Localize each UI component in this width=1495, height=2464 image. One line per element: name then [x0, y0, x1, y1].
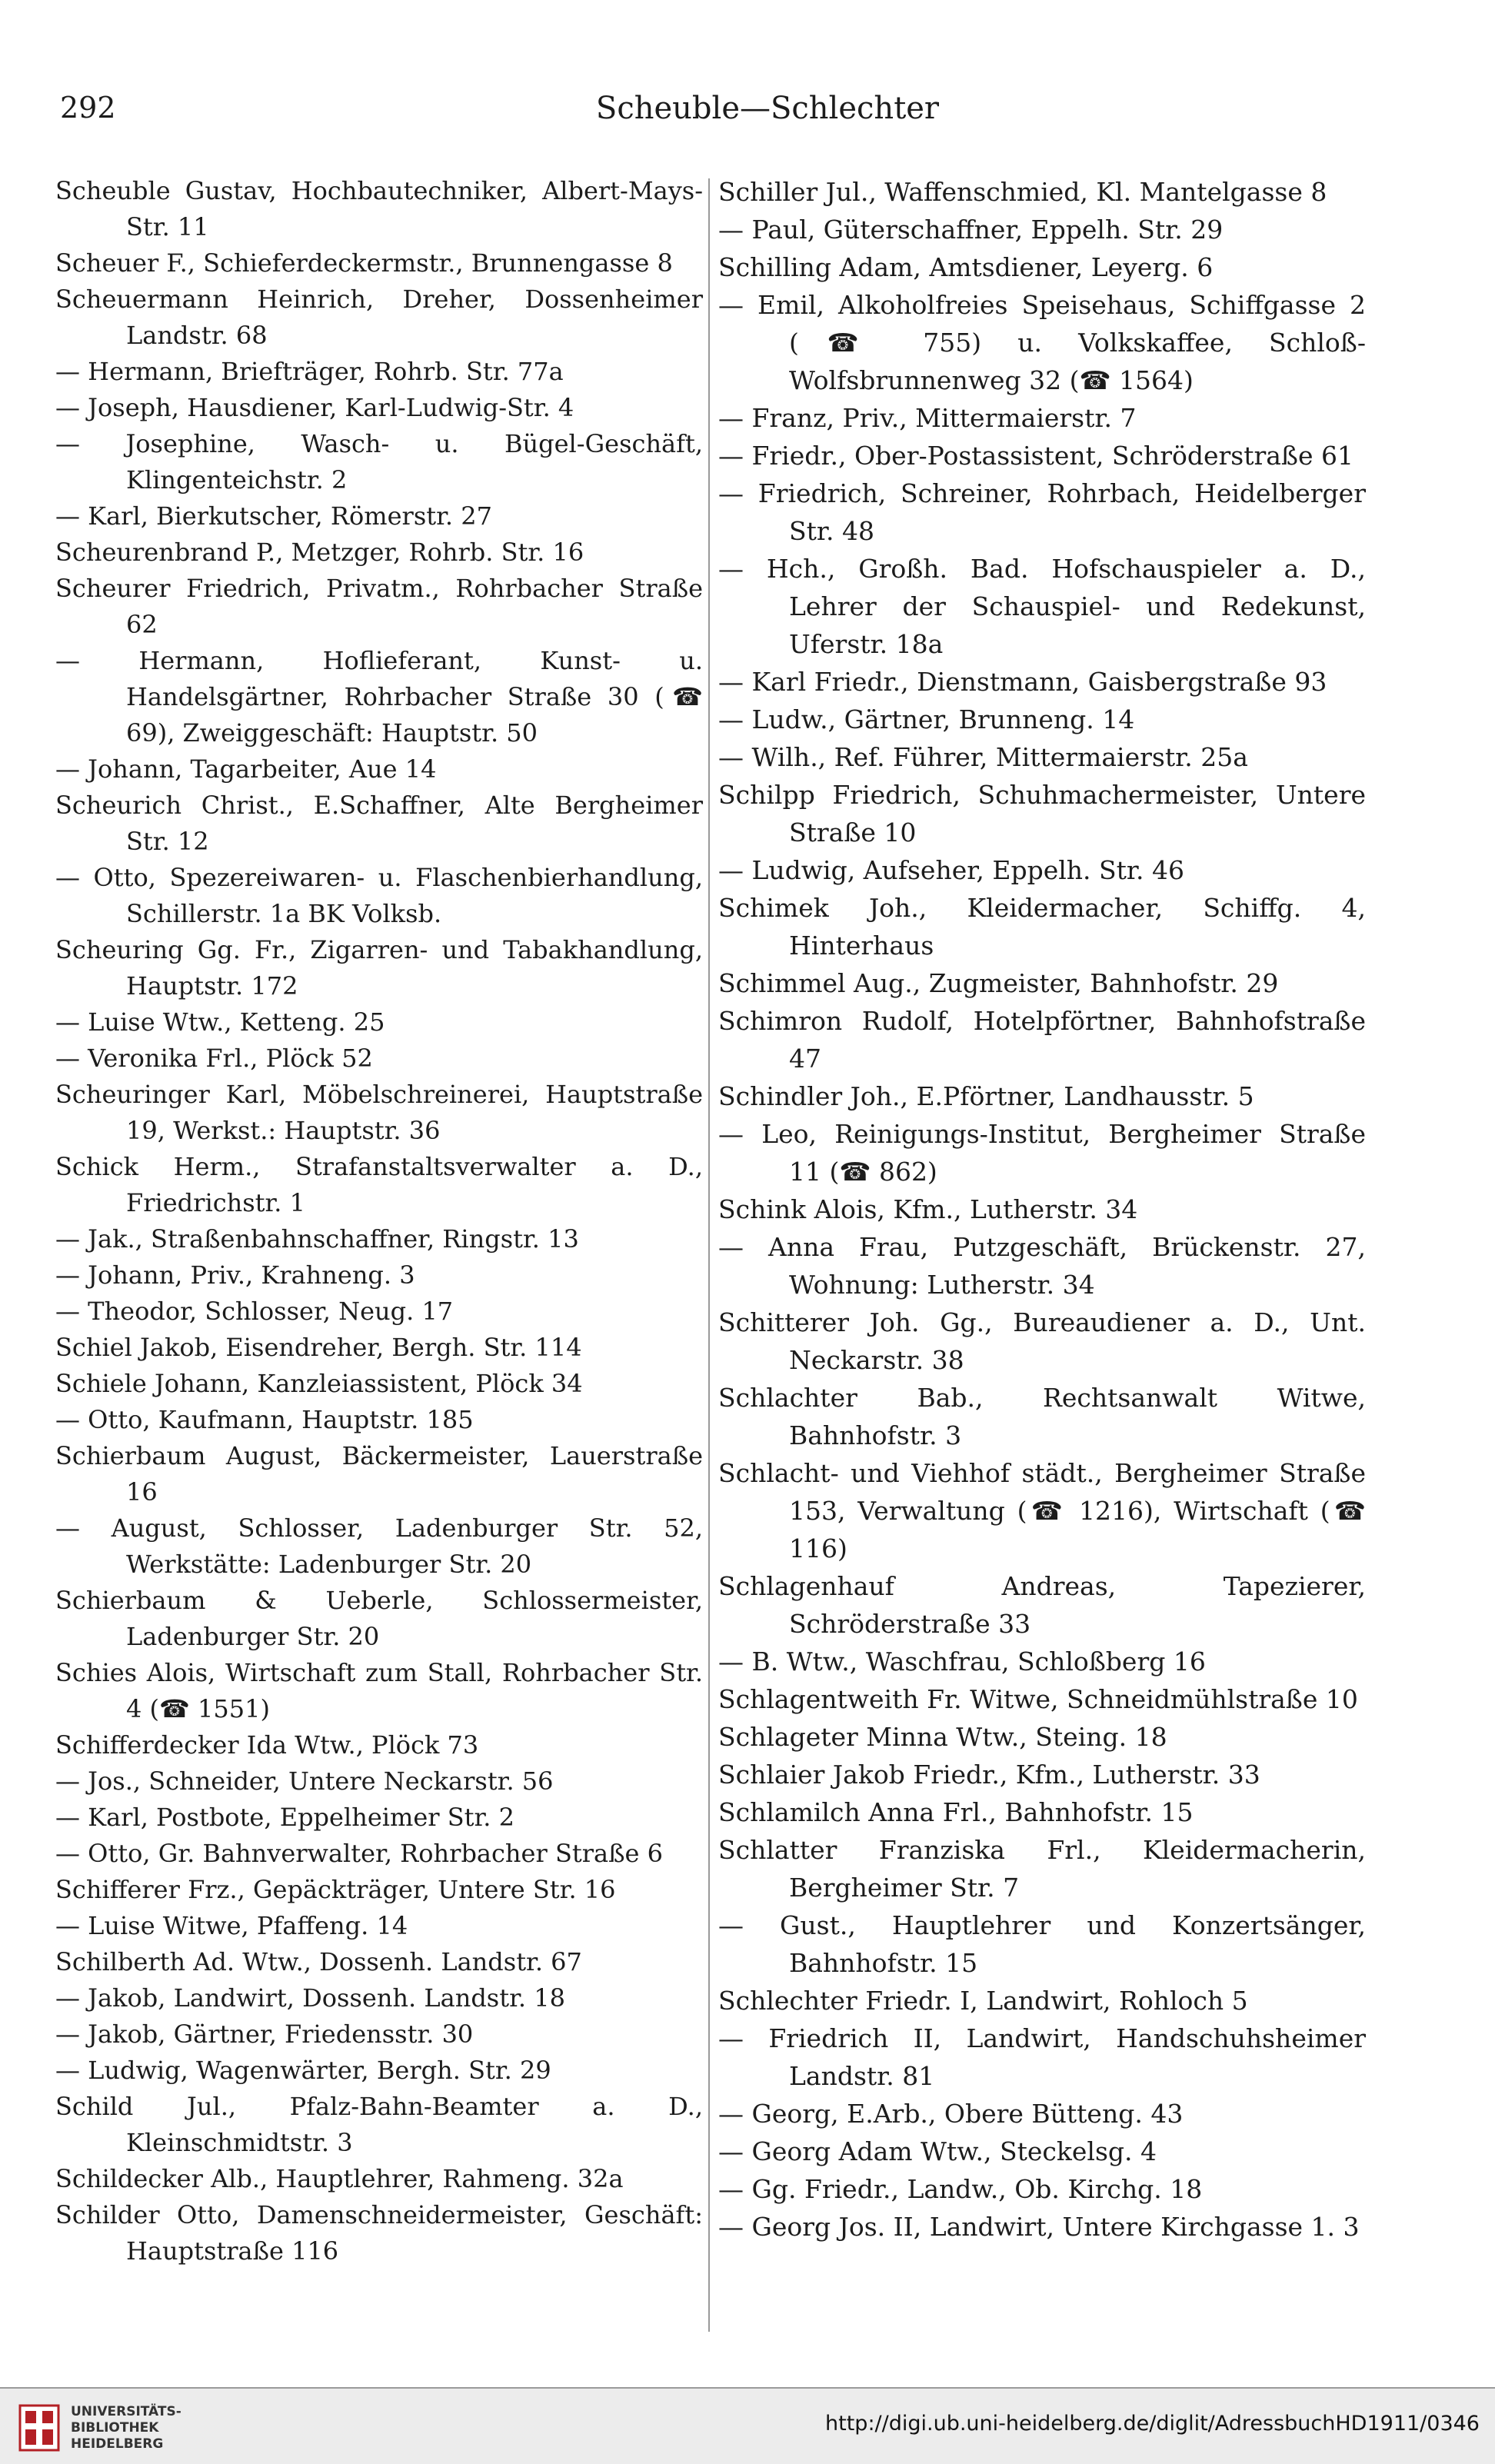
directory-entry: Schilpp Friedrich, Schuhmachermeister, Untere Straße 10 [718, 780, 1366, 847]
logo-line: UNIVERSITÄTS- [71, 2404, 181, 2419]
directory-entry: — Friedr., Ober-Postassistent, Schröderstraße 61 [718, 441, 1353, 471]
directory-entry: Schlachter Bab., Rechtsanwalt Witwe, Bahnhofstr. 3 [718, 1383, 1366, 1450]
left-column [55, 173, 703, 2349]
directory-entry: — Jak., Straßenbahnschaffner, Ringstr. 13 [55, 1224, 579, 1254]
directory-entry: — Gg. Friedr., Landw., Ob. Kirchg. 18 [718, 2174, 1203, 2204]
directory-entry: Schierbaum August, Bäckermeister, Lauerstraße 16 [55, 1441, 703, 1507]
directory-entry: Schies Alois, Wirtschaft zum Stall, Rohrbacher Str. 4 (☎ 1551) [55, 1658, 703, 1723]
directory-entry: Schimmel Aug., Zugmeister, Bahnhofstr. 29 [718, 968, 1279, 998]
directory-entry: — Luise Witwe, Pfaffeng. 14 [55, 1911, 408, 1940]
directory-entry: — Otto, Gr. Bahnverwalter, Rohrbacher Straße 6 [55, 1839, 663, 1868]
page-number: 292 [60, 91, 116, 125]
directory-entry: Schlageter Minna Wtw., Steing. 18 [718, 1722, 1167, 1752]
directory-entry: — Paul, Güterschaffner, Eppelh. Str. 29 [718, 215, 1224, 245]
footer-bar [0, 2389, 1495, 2464]
directory-entry: Schierbaum & Ueberle, Schlossermeister, Ladenburger Str. 20 [55, 1586, 703, 1651]
directory-entry: Schlatter Franziska Frl., Kleidermacherin, Bergheimer Str. 7 [718, 1835, 1366, 1903]
directory-entry: — Anna Frau, Putzgeschäft, Brückenstr. 27, Wohnung: Lutherstr. 34 [718, 1232, 1366, 1300]
directory-entry: Scheurich Christ., E.Schaffner, Alte Bergheimer Str. 12 [55, 791, 703, 856]
directory-entry: Scheurenbrand P., Metzger, Rohrb. Str. 16 [55, 538, 584, 567]
directory-entry: Schlagenhauf Andreas, Tapezierer, Schröderstraße 33 [718, 1571, 1366, 1639]
directory-entry: Schlacht- und Viehhof städt., Bergheimer Straße 153, Verwaltung (☎ 1216), Wirtschaft (☎ 116) [718, 1458, 1366, 1563]
directory-entry: Schiller Jul., Waffenschmied, Kl. Mantelgasse 8 [718, 177, 1327, 207]
directory-entry: Schilder Otto, Damenschneidermeister, Geschäft: Hauptstraße 116 [55, 2200, 703, 2266]
directory-entry: — Ludwig, Wagenwärter, Bergh. Str. 29 [55, 2056, 551, 2085]
directory-entry: — Friedrich II, Landwirt, Handschuhsheimer Landstr. 81 [718, 2023, 1366, 2091]
directory-entry: — Jakob, Gärtner, Friedensstr. 30 [55, 2019, 474, 2049]
column-divider [708, 178, 710, 2332]
directory-entry: — Georg Adam Wtw., Steckelsg. 4 [718, 2136, 1157, 2166]
source-url-link[interactable]: http://digi.ub.uni-heidelberg.de/diglit/AdressbuchHD1911/0346 [825, 2412, 1480, 2436]
directory-entry: — Jakob, Landwirt, Dossenh. Landstr. 18 [55, 1983, 565, 2013]
library-logo-icon [18, 2404, 60, 2452]
library-logo-text [71, 2404, 181, 2452]
directory-entry: — Franz, Priv., Mittermaierstr. 7 [718, 403, 1137, 433]
directory-entry: — Hermann, Briefträger, Rohrb. Str. 77a [55, 357, 564, 386]
directory-entry: — Emil, Alkoholfreies Speisehaus, Schiffgasse 2 (☎ 755) u. Volkskaffee, Schloß-Wolfsbrunnenweg 32 (☎ 1564) [718, 290, 1366, 395]
directory-entry: Scheuer F., Schieferdeckermstr., Brunnengasse 8 [55, 248, 673, 278]
directory-entry: — Veronika Frl., Plöck 52 [55, 1044, 373, 1073]
directory-entry: Schilling Adam, Amtsdiener, Leyerg. 6 [718, 252, 1214, 282]
directory-entry: — Hch., Großh. Bad. Hofschauspieler a. D., Lehrer der Schauspiel- und Redekunst, Uferstr. 18a [718, 554, 1366, 659]
directory-entry: Schlechter Friedr. I, Landwirt, Rohloch 5 [718, 1986, 1248, 2016]
logo-line: BIBLIOTHEK [71, 2420, 159, 2436]
directory-entry: Scheuble Gustav, Hochbautechniker, Albert-Mays-Str. 11 [55, 176, 703, 241]
directory-entry: Schlaier Jakob Friedr., Kfm., Lutherstr. 33 [718, 1760, 1260, 1790]
directory-entry: — Joseph, Hausdiener, Karl-Ludwig-Str. 4 [55, 393, 574, 422]
directory-entry: — Gust., Hauptlehrer und Konzertsänger, Bahnhofstr. 15 [718, 1910, 1366, 1978]
directory-entry: — Georg Jos. II, Landwirt, Untere Kirchgasse 1. 3 [718, 2212, 1360, 2242]
directory-entry: Schifferer Frz., Gepäckträger, Untere Str. 16 [55, 1875, 616, 1904]
directory-entry: Schlamilch Anna Frl., Bahnhofstr. 15 [718, 1797, 1194, 1827]
directory-entry: — Otto, Kaufmann, Hauptstr. 185 [55, 1405, 474, 1434]
directory-entry: Scheurer Friedrich, Privatm., Rohrbacher Straße 62 [55, 574, 703, 639]
right-column [718, 173, 1366, 2349]
directory-entry: Schlagentweith Fr. Witwe, Schneidmühlstraße 10 [718, 1684, 1358, 1714]
directory-entry: — Karl Friedr., Dienstmann, Gaisbergstraße 93 [718, 667, 1327, 697]
directory-entry: Schildecker Alb., Hauptlehrer, Rahmeng. 32a [55, 2164, 624, 2193]
directory-entry: — Jos., Schneider, Untere Neckarstr. 56 [55, 1766, 554, 1796]
directory-entry: Schiel Jakob, Eisendreher, Bergh. Str. 114 [55, 1333, 582, 1362]
directory-entry: — August, Schlosser, Ladenburger Str. 52, Werkstätte: Ladenburger Str. 20 [55, 1513, 703, 1579]
directory-entry: — Josephine, Wasch- u. Bügel-Geschäft, Klingenteichstr. 2 [55, 429, 703, 494]
directory-entry: — Ludw., Gärtner, Brunneng. 14 [718, 704, 1135, 734]
page-header [60, 91, 1475, 145]
logo-line: HEIDELBERG [71, 2436, 164, 2452]
directory-entry: — Leo, Reinigungs-Institut, Bergheimer Straße 11 (☎ 862) [718, 1119, 1366, 1187]
directory-entry: — Karl, Postbote, Eppelheimer Str. 2 [55, 1803, 514, 1832]
directory-entry: Schick Herm., Strafanstaltsverwalter a. D., Friedrichstr. 1 [55, 1152, 703, 1217]
directory-entry: Schindler Joh., E.Pförtner, Landhausstr. 5 [718, 1081, 1254, 1111]
directory-entry: — Luise Wtw., Ketteng. 25 [55, 1007, 385, 1037]
directory-entry: Scheuring Gg. Fr., Zigarren- und Tabakhandlung, Hauptstr. 172 [55, 935, 703, 1001]
running-head: Scheuble—Schlechter [595, 91, 940, 126]
directory-entry: Schimek Joh., Kleidermacher, Schiffg. 4, Hinterhaus [718, 893, 1366, 961]
directory-entry: — Wilh., Ref. Führer, Mittermaierstr. 25a [718, 742, 1248, 772]
directory-entry: — Theodor, Schlosser, Neug. 17 [55, 1297, 454, 1326]
directory-entry: — Johann, Priv., Krahneng. 3 [55, 1260, 415, 1290]
directory-entry: Schifferdecker Ida Wtw., Plöck 73 [55, 1730, 479, 1760]
directory-entry: Schiele Johann, Kanzleiassistent, Plöck 34 [55, 1369, 583, 1398]
directory-entry: — B. Wtw., Waschfrau, Schloßberg 16 [718, 1647, 1206, 1677]
directory-entry: Schitterer Joh. Gg., Bureaudiener a. D., Unt. Neckarstr. 38 [718, 1307, 1366, 1375]
directory-entry: — Friedrich, Schreiner, Rohrbach, Heidelberger Str. 48 [718, 478, 1366, 546]
directory-entry: Schilberth Ad. Wtw., Dossenh. Landstr. 67 [55, 1947, 582, 1976]
directory-entry: Scheuermann Heinrich, Dreher, Dossenheimer Landstr. 68 [55, 285, 703, 350]
directory-entry: Schimron Rudolf, Hotelpförtner, Bahnhofstraße 47 [718, 1006, 1366, 1074]
directory-entry: — Ludwig, Aufseher, Eppelh. Str. 46 [718, 855, 1185, 885]
directory-entry: Schild Jul., Pfalz-Bahn-Beamter a. D., Kleinschmidtstr. 3 [55, 2092, 703, 2157]
directory-entry: — Otto, Spezereiwaren- u. Flaschenbierhandlung, Schillerstr. 1a BK Volksb. [55, 863, 703, 928]
directory-entry: — Karl, Bierkutscher, Römerstr. 27 [55, 501, 492, 531]
directory-entry: — Georg, E.Arb., Obere Bütteng. 43 [718, 2099, 1184, 2129]
directory-entry: Scheuringer Karl, Möbelschreinerei, Hauptstraße 19, Werkst.: Hauptstr. 36 [55, 1080, 703, 1145]
directory-entry: — Hermann, Hoflieferant, Kunst- u. Handelsgärtner, Rohrbacher Straße 30 (☎ 69), Zweiggeschäft: Hauptstr. 50 [55, 646, 703, 748]
directory-entry: Schink Alois, Kfm., Lutherstr. 34 [718, 1194, 1138, 1224]
directory-entry: — Johann, Tagarbeiter, Aue 14 [55, 754, 437, 784]
